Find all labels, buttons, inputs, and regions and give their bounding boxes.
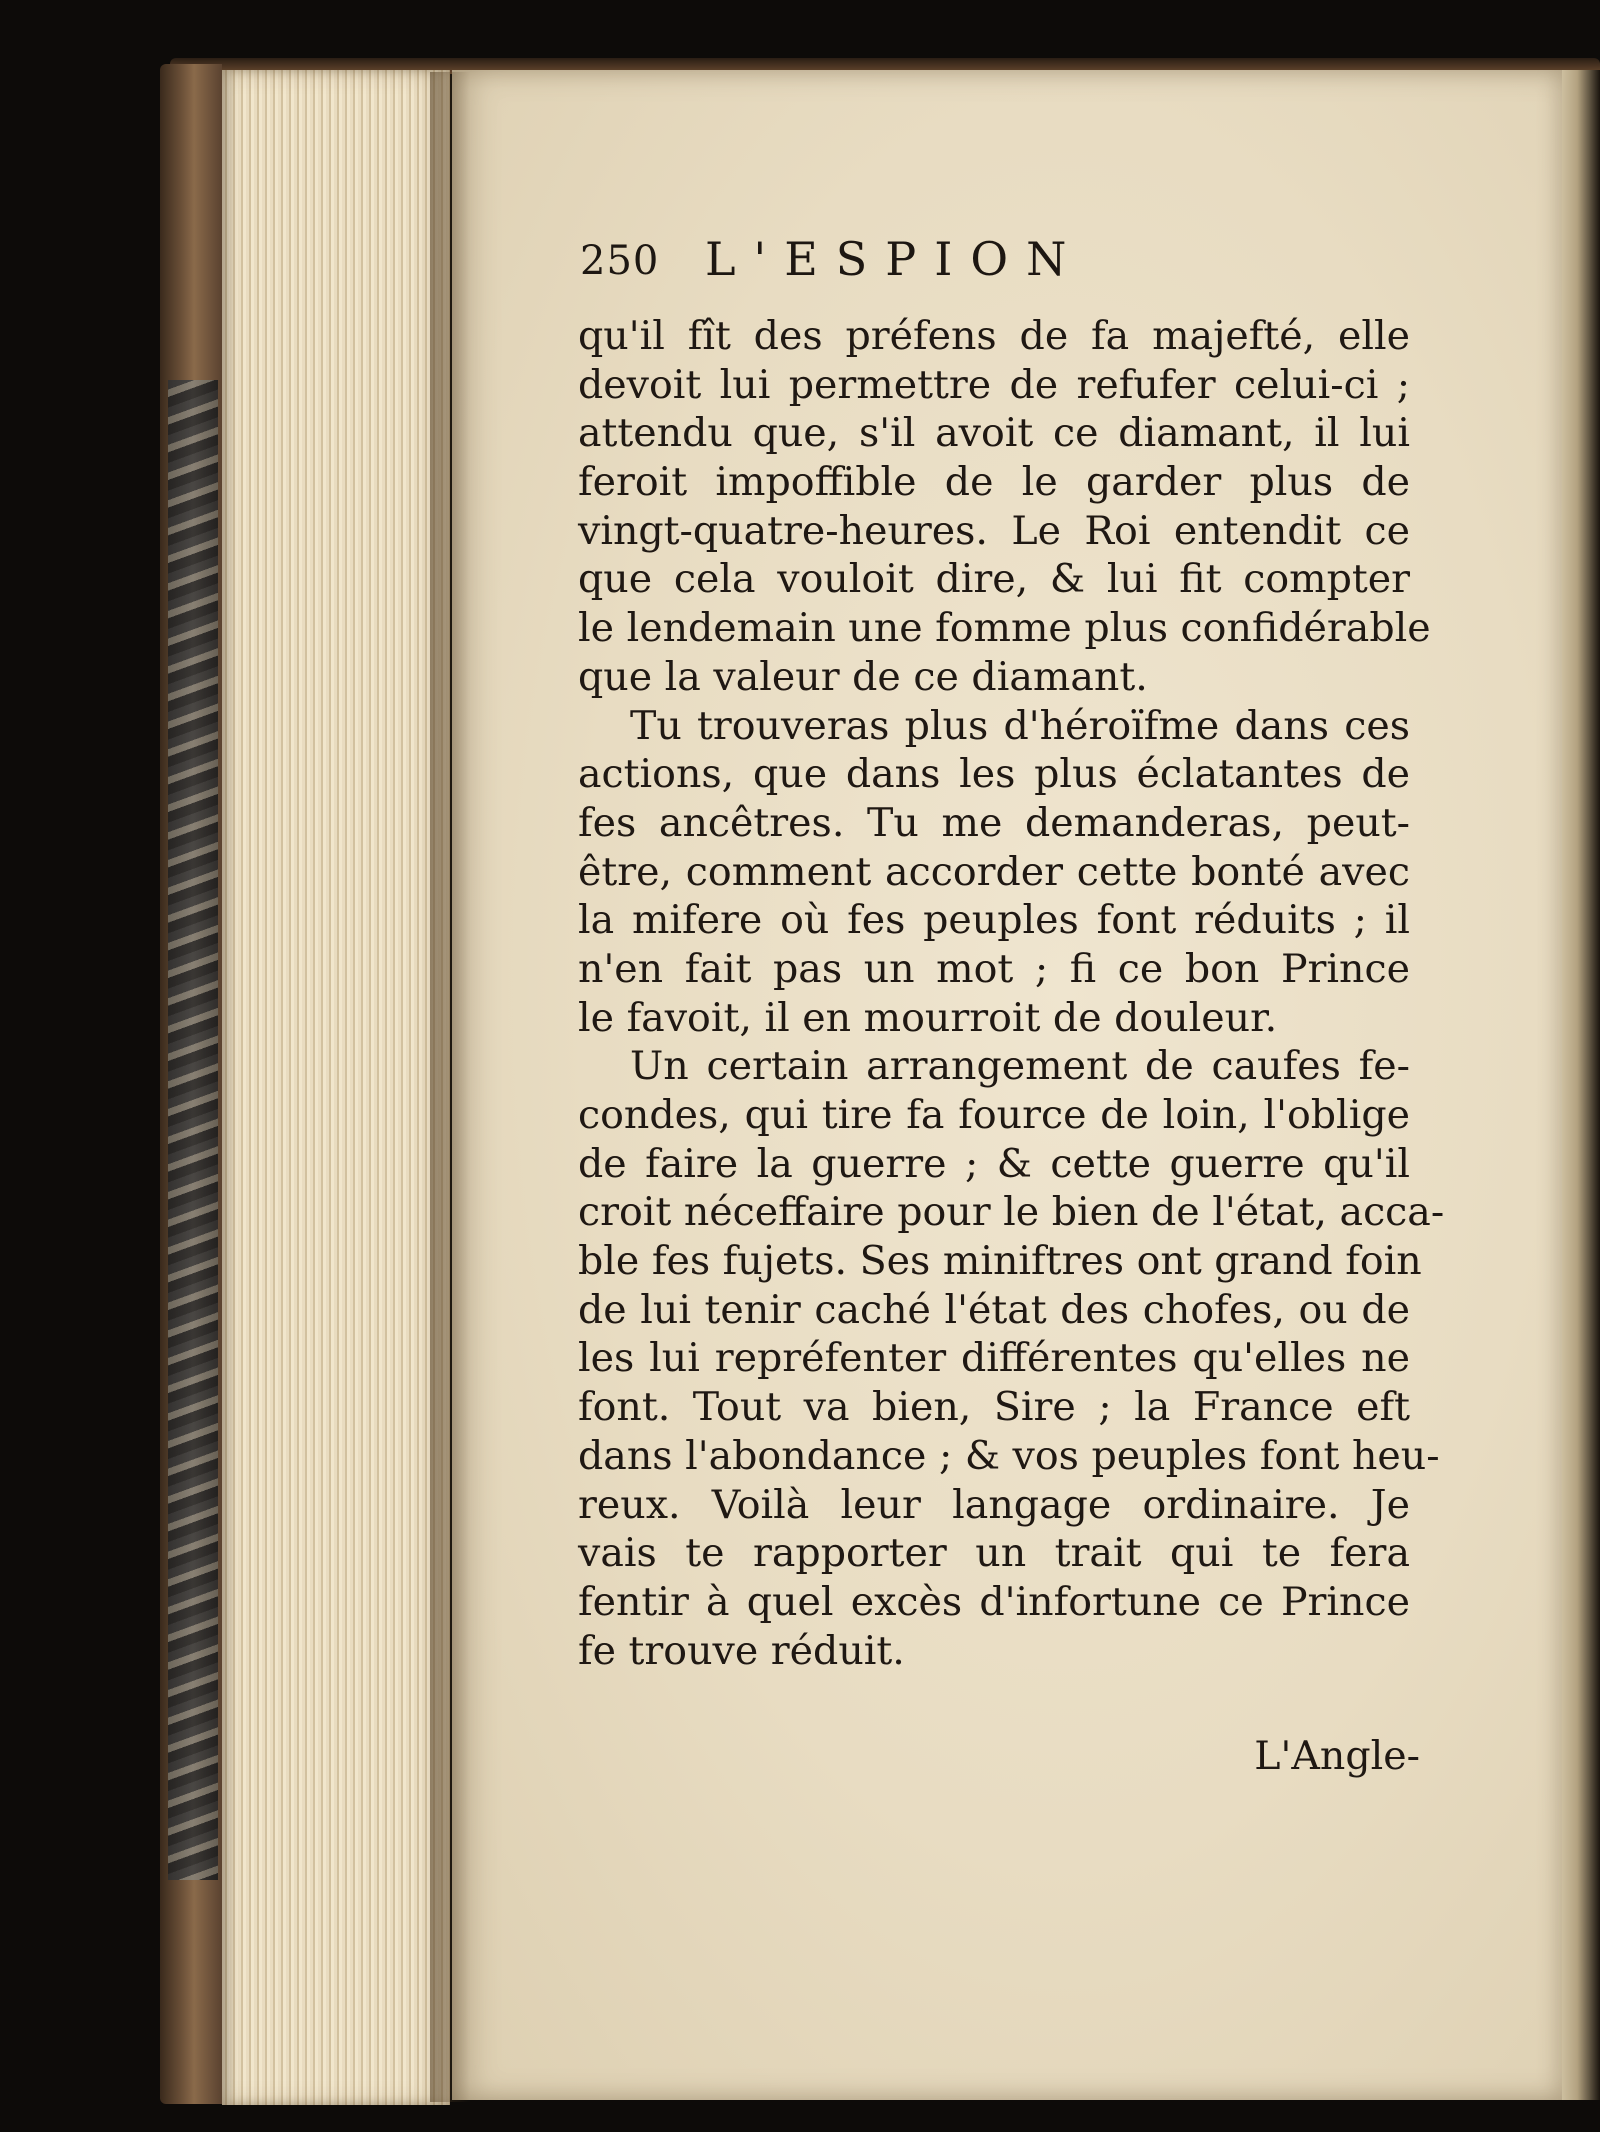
text-line: actions, que dans les plus éclatantes de bbox=[578, 751, 1410, 798]
text-line: qu'il fît des préfens de fa majefté, elle bbox=[578, 313, 1410, 359]
text-line: la mifere où fes peuples font réduits ; il bbox=[578, 897, 1410, 944]
text-line: reux. Voilà leur langage ordinaire. Je bbox=[578, 1481, 1410, 1528]
text-line: feroit impoffible de le garder plus de bbox=[578, 459, 1410, 506]
page-header bbox=[580, 232, 1220, 292]
text-line: font. Tout va bien, Sire ; la France eft bbox=[578, 1384, 1410, 1431]
text-line: condes, qui tire fa fource de loin, l'oblige bbox=[578, 1092, 1410, 1138]
text-line: de lui tenir caché l'état des chofes, ou de bbox=[578, 1286, 1410, 1333]
text-line: les lui repréfenter différentes qu'elles ne bbox=[578, 1335, 1410, 1382]
text-line: fes ancêtres. Tu me demanderas, peut- bbox=[578, 799, 1410, 846]
page-block-edges bbox=[222, 70, 450, 2105]
text-line: croit néceffaire pour le bien de l'état, acca- bbox=[578, 1189, 1445, 1236]
gutter-shadow bbox=[430, 72, 470, 2102]
text-line: attendu que, s'il avoit ce diamant, il lui bbox=[578, 410, 1410, 457]
text-line: être, comment accorder cette bonté avec bbox=[578, 848, 1410, 895]
text-line: vais te rapporter un trait qui te fera bbox=[578, 1530, 1410, 1577]
text-line: n'en fait pas un mot ; fi ce bon Prince bbox=[578, 945, 1410, 992]
marbled-endpaper bbox=[168, 380, 218, 1880]
body-text bbox=[578, 312, 1445, 1675]
text-line: vingt-quatre-heures. Le Roi entendit ce bbox=[578, 507, 1410, 554]
text-line: devoit lui permettre de refufer celui-ci ; bbox=[578, 361, 1410, 408]
text-line: ble fes fujets. Ses miniftres ont grand foin bbox=[578, 1238, 1422, 1285]
text-line: dans l'abondance ; & vos peuples font heu- bbox=[578, 1432, 1440, 1479]
book-cover-right-edge bbox=[1562, 70, 1600, 2100]
text-line: le lendemain une fomme plus confidérable bbox=[578, 605, 1431, 652]
text-line: le favoit, il en mourroit de douleur. bbox=[578, 994, 1278, 1041]
text-line: Tu trouveras plus d'héroïfme dans ces bbox=[630, 702, 1410, 749]
page-number: 250 bbox=[580, 238, 660, 284]
text-line: de faire la guerre ; & cette guerre qu'il bbox=[578, 1140, 1410, 1187]
text-line: que cela vouloit dire, & lui fit compter bbox=[578, 556, 1410, 603]
text-line: Un certain arrangement de caufes fe- bbox=[630, 1043, 1410, 1090]
catchword: L'Angle- bbox=[1254, 1733, 1420, 1779]
text-line: que la valeur de ce diamant. bbox=[578, 653, 1148, 700]
text-line: fentir à quel excès d'infortune ce Prince bbox=[578, 1578, 1410, 1625]
running-title: L'ESPION bbox=[705, 232, 1085, 286]
text-line: fe trouve réduit. bbox=[578, 1627, 905, 1674]
